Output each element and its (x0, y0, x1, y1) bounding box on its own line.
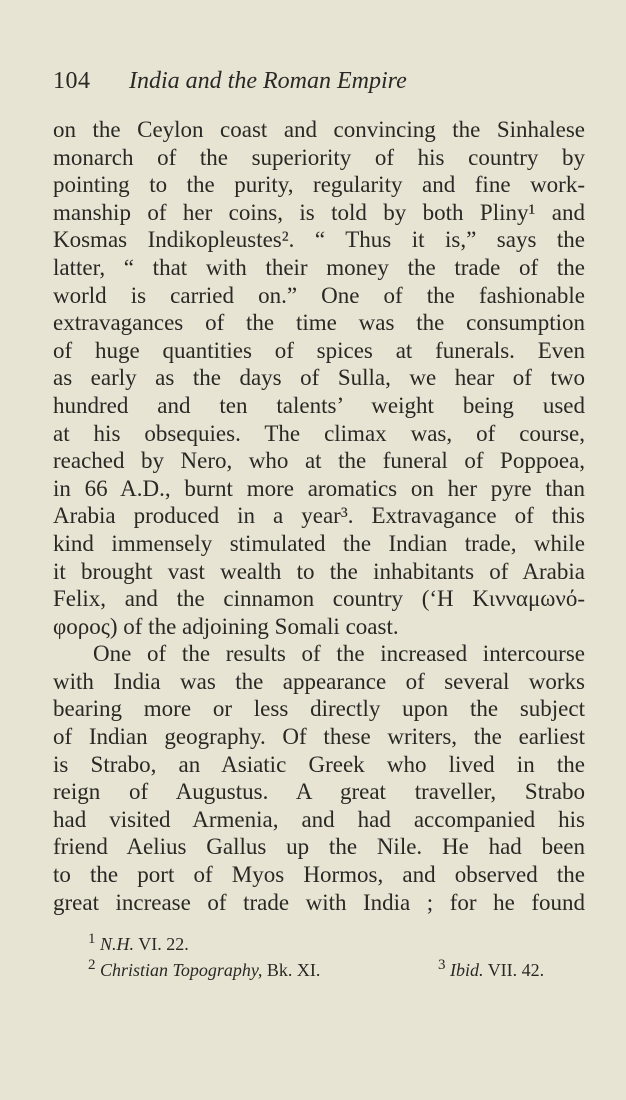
text-line: reign of Augustus. A great traveller, Strabo (53, 779, 585, 805)
text-line: had visited Armenia, and had accompanied his (53, 806, 585, 832)
text-line: kind immensely stimulated the Indian trade, while (53, 530, 585, 556)
footnote-reference: N.H. (100, 934, 135, 954)
text-line: hundred and ten talents’ weight being used (53, 392, 585, 418)
text-line: is Strabo, an Asiatic Greek who lived in the (53, 751, 585, 777)
footnote-marker: 3 (438, 957, 446, 973)
text-line: to the port of Myos Hormos, and observed the (53, 862, 585, 888)
running-head (53, 66, 407, 96)
text-line: in 66 A.D., burnt more aromatics on her pyre than (53, 475, 585, 501)
text-line: Kosmas Indikopleustes². “ Thus it is,” says the (53, 227, 585, 253)
text-line: on the Ceylon coast and convincing the Sinhalese (53, 117, 585, 142)
text-line: with India was the appearance of several works (53, 668, 585, 694)
text-line: as early as the days of Sulla, we hear of two (53, 365, 585, 391)
footnotes (88, 926, 568, 978)
footnote-reference: Christian Topography, (100, 960, 263, 980)
footnote-locator: Bk. XI. (266, 960, 321, 980)
running-title: India and the Roman Empire (129, 68, 407, 94)
text-line: friend Aelius Gallus up the Nile. He had been (53, 834, 585, 860)
page-number: 104 (53, 68, 91, 94)
text-line: at his obsequies. The climax was, of course, (53, 420, 585, 446)
footnote-2 (88, 952, 568, 978)
text-line: great increase of trade with India ; for he found (53, 889, 585, 915)
text-line: it brought vast wealth to the inhabitants of Arabia (53, 558, 585, 584)
footnote-locator: VII. 42. (487, 960, 545, 980)
text-line: monarch of the superiority of his country by (53, 144, 585, 170)
text-line: manship of her coins, is told by both Pliny¹ and (53, 199, 585, 225)
paragraph-start-line: One of the results of the increased intercourse (93, 641, 585, 667)
footnote-marker: 1 (88, 931, 96, 947)
text-line: extravagances of the time was the consumption (53, 310, 585, 336)
text-line: pointing to the purity, regularity and fine work- (53, 172, 585, 198)
footnote-reference: Ibid. (450, 960, 484, 980)
text-line: Felix, and the cinnamon country (‘Η Κινναμωνό- (53, 586, 585, 612)
text-line: of Indian geography. Of these writers, the earliest (53, 724, 585, 750)
text-line: reached by Nero, who at the funeral of Poppoea, (53, 448, 585, 474)
footnote-marker: 2 (88, 957, 96, 973)
text-line: Arabia produced in a year³. Extravagance of this (53, 503, 585, 529)
text-line: bearing more or less directly upon the subject (53, 696, 585, 722)
paragraph-end-line: φορος) of the adjoining Somali coast. (53, 613, 399, 639)
footnote-3 (438, 952, 544, 983)
footnote-locator: VI. 22. (138, 934, 189, 954)
text-line: world is carried on.” One of the fashionable (53, 282, 585, 308)
text-line: of huge quantities of spices at funerals. Even (53, 337, 585, 363)
text-line: latter, “ that with their money the trade of the (53, 254, 585, 280)
footnote-1 (88, 926, 568, 952)
body-text (53, 116, 585, 916)
